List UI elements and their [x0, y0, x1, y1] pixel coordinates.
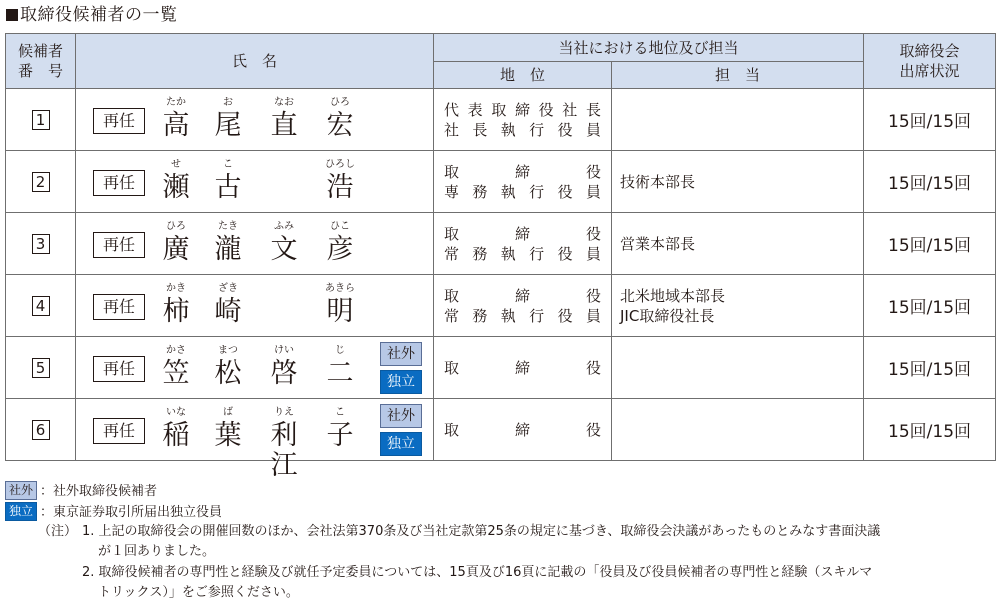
name-ruby: かさ [166, 345, 186, 356]
legend-outside: 社外 ：社外取締役候補者 [5, 481, 157, 502]
independent-badge: 独立 [5, 502, 37, 521]
note-1-line-1: 1. 上記の取締役会の開催回数のほか、会社法第370条及び当社定款第25条の規定に基づき、取締役会決議があったものとみなす書面決議 [82, 524, 881, 539]
name-kanji: 瀬 [162, 172, 190, 203]
name-kanji: 啓 [270, 358, 298, 389]
candidate-number-cell [6, 399, 76, 461]
candidate-number-cell [6, 337, 76, 399]
position-line: 代 表 取 締 役 社 長 [444, 100, 601, 119]
reappointment-label: 再任 [93, 232, 145, 258]
name-ruby: あきら [325, 283, 355, 294]
duty-line: 北米地域本部長 [620, 286, 726, 305]
duty-line: 技術本部長 [620, 172, 696, 191]
table-row [6, 275, 996, 337]
name-kanji: 柿 [162, 296, 190, 327]
attendance-cell: 15回/15回 [864, 337, 996, 399]
name-ruby: ば [223, 407, 233, 418]
header-candidate-number: 候補者 番 号 [6, 34, 76, 89]
duty-cell [612, 151, 864, 213]
position-cell [434, 151, 612, 213]
candidate-number: 5 [32, 358, 50, 378]
position-cell [434, 213, 612, 275]
page-title: 取締役候補者の一覧 [6, 4, 178, 26]
legend-independent: 独立 ：東京証券取引所届出独立役員 [5, 502, 222, 523]
name-ruby: けい [274, 345, 294, 356]
position-line: 取 締 役 [444, 358, 601, 377]
name-ruby: お [223, 97, 233, 108]
candidate-name-cell [76, 213, 434, 275]
name-ruby: たか [166, 97, 186, 108]
header-attendance: 取締役会 出席状況 [864, 34, 996, 89]
duty-line: 営業本部長 [620, 234, 696, 253]
name-ruby: じ [335, 345, 345, 356]
name-ruby: ひろ [330, 97, 350, 108]
name-kanji: 尾 [214, 110, 242, 141]
position-cell [434, 89, 612, 151]
attendance-cell: 15回/15回 [864, 151, 996, 213]
name-ruby: こ [223, 159, 233, 170]
name-kanji: 子 [326, 420, 354, 451]
reappointment-label: 再任 [93, 170, 145, 196]
candidate-name-cell [76, 399, 434, 481]
duty-cell [612, 399, 864, 461]
table-row [6, 89, 996, 151]
name-kanji: 高 [162, 110, 190, 141]
position-line: 取 締 役 [444, 286, 601, 305]
name-kanji: 直 [270, 110, 298, 141]
name-kanji: 宏 [326, 110, 354, 141]
duty-cell [612, 213, 864, 275]
header-duty: 担 当 [612, 62, 864, 89]
table-row [6, 399, 996, 461]
candidate-number-cell [6, 213, 76, 275]
name-ruby: なお [274, 97, 294, 108]
position-cell [434, 337, 612, 399]
name-kanji: 二 [326, 358, 354, 389]
duty-cell [612, 275, 864, 337]
position-line: 常 務 執 行 役 員 [444, 306, 601, 325]
table-row [6, 213, 996, 275]
candidate-number: 3 [32, 234, 50, 254]
name-kanji: 瀧 [214, 234, 242, 265]
name-ruby: こ [335, 407, 345, 418]
duty-line: JIC取締役社長 [620, 306, 715, 325]
table-row [6, 337, 996, 399]
candidate-number: 6 [32, 420, 50, 440]
duty-cell [612, 337, 864, 399]
position-line: 取 締 役 [444, 162, 601, 181]
name-kanji: 笠 [162, 358, 190, 389]
header-position: 地 位 [434, 62, 612, 89]
candidate-table [5, 33, 996, 481]
attendance-cell: 15回/15回 [864, 213, 996, 275]
table-row [6, 151, 996, 213]
name-ruby: ひこ [330, 221, 350, 232]
name-kanji: 崎 [214, 296, 242, 327]
outside-badge: 社外 [5, 481, 37, 500]
name-ruby: ひろし [325, 159, 355, 170]
position-line: 常 務 執 行 役 員 [444, 244, 601, 263]
reappointment-label: 再任 [93, 108, 145, 134]
reappointment-label: 再任 [93, 356, 145, 382]
candidate-number-cell [6, 89, 76, 151]
candidate-number: 4 [32, 296, 50, 316]
name-ruby: まつ [218, 345, 238, 356]
reappointment-label: 再任 [93, 294, 145, 320]
name-kanji: 彦 [326, 234, 354, 265]
name-kanji: 明 [326, 296, 354, 327]
outside-badge: 社外 [380, 404, 422, 428]
name-kanji: 利江 [270, 420, 298, 481]
notes-prefix: （注） [38, 524, 78, 539]
candidate-number: 1 [32, 110, 50, 130]
candidate-name-cell [76, 275, 434, 337]
name-kanji: 廣 [162, 234, 190, 265]
name-ruby: りえ [274, 407, 294, 418]
reappointment-label: 再任 [93, 418, 145, 444]
name-ruby: たき [218, 221, 238, 232]
candidate-number-cell [6, 275, 76, 337]
name-ruby: せ [171, 159, 181, 170]
position-line: 取 締 役 [444, 420, 601, 439]
name-ruby: ひろ [166, 221, 186, 232]
attendance-cell: 15回/15回 [864, 275, 996, 337]
name-ruby: いな [166, 407, 186, 418]
attendance-cell: 15回/15回 [864, 89, 996, 151]
independent-badge: 独立 [380, 432, 422, 456]
candidate-number-cell [6, 151, 76, 213]
position-line: 取 締 役 [444, 224, 601, 243]
candidate-name-cell [76, 337, 434, 399]
candidate-name-cell [76, 89, 434, 151]
header-role-group: 当社における地位及び担当 [434, 34, 864, 62]
note-1-line-2: が１回ありました。 [98, 544, 216, 559]
candidate-number: 2 [32, 172, 50, 192]
position-line: 専 務 執 行 役 員 [444, 182, 601, 201]
name-kanji: 松 [214, 358, 242, 389]
name-ruby: ふみ [274, 221, 294, 232]
position-cell [434, 399, 612, 461]
candidate-name-cell [76, 151, 434, 213]
name-kanji: 稲 [162, 420, 190, 451]
name-kanji: 浩 [326, 172, 354, 203]
name-kanji: 文 [270, 234, 298, 265]
attendance-cell: 15回/15回 [864, 399, 996, 461]
note-2-line-2: トリックス）」をご参照ください。 [98, 585, 299, 600]
name-ruby: ざき [218, 283, 238, 294]
name-ruby: かき [166, 283, 186, 294]
name-kanji: 葉 [214, 420, 242, 451]
independent-badge: 独立 [380, 370, 422, 394]
position-line: 社 長 執 行 役 員 [444, 120, 601, 139]
duty-cell [612, 89, 864, 151]
note-2-line-1: 2. 取締役候補者の専門性と経験及び就任予定委員については、15頁及び16頁に記載の「役員及び役員候補者の専門性と経験（スキルマ [82, 565, 873, 580]
outside-badge: 社外 [380, 342, 422, 366]
square-bullet-icon [6, 9, 18, 21]
header-name: 氏 名 [76, 34, 434, 89]
position-cell [434, 275, 612, 337]
name-kanji: 古 [214, 172, 242, 203]
